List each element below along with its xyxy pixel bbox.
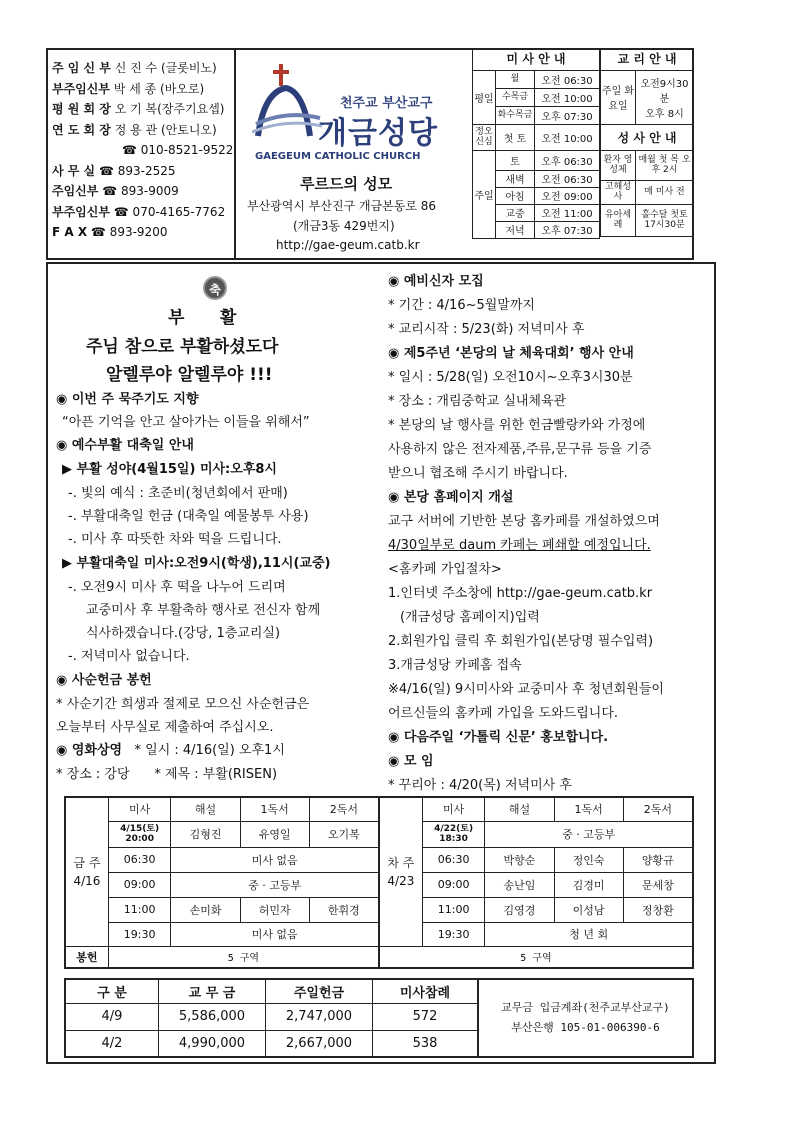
address-line2: (개금3동 429번지)	[293, 219, 395, 233]
prayer-title: ◉ 이번 주 묵주기도 지향	[56, 392, 199, 407]
movie-row-2: * 장소 : 강당 * 제목 : 부활(RISEN)	[56, 767, 278, 782]
easter-badge: 축	[203, 276, 227, 300]
easter-info-title: ◉ 예수부활 대축일 안내	[56, 438, 194, 453]
finance-table: 구 분 교 무 금 주일헌금 미사참례 교무금 입금계좌(천주교부산교구) 부산은행 105-01-006390-6 4/9 5,586,000 2,747,000 572 4/2 4,990,000 2,667,000 538	[64, 978, 694, 1058]
right-column: ◉ 예비신자 모집 * 기간 : 4/16~5월말까지 * 교리시작 : 5/23(화) 저녁미사 후 ◉ 제5주년 ‘본당의 날 체육대회’ 행사 안내 * 일시 : 5/28(일) 오전10시~오후3시30분 * 장소 : 개림중학교 실내체육관 * 본당의 날 행사를 위한 헌금빨랑카와 가정에 사용하지 않은 전자제품,주류,문구류 등을 기증 받으니 협조해 주시기 바랍니다. ◉ 본당 홈페이지 개설 교구 서버에 기반한 본당 홈카페를 개설하였으며 4/30일부로 daum 카페는 폐쇄할 예정입니다. <홈카페 가입절차> 1.인터넷 주소창에 http://gae-geum.catb.kr (개금성당 홈페이지)입력 2.회원가입 클릭 후 회원가입(본당명 필수입력) 3.개금성당 카페홈 접속 ※4/16(일) 9시미사와 교중미사 후 청년회원들이 어르신들의 홈카페 가입을 도와드립니다. ◉ 다음주일 ‘가톨릭 신문’ 홍보합니다. ◉ 모 임 * 꾸리아 : 4/20(목) 저녁미사 후	[388, 270, 710, 798]
headline-2: 알렐루야 알렐루야 !!!	[106, 365, 273, 385]
contact-row: 주 임 신 부 신 진 수 (글롯비노)	[52, 61, 217, 75]
meeting-title: ◉ 모 임	[388, 754, 434, 769]
table-row: 4/15(토) 20:00 김형진 유영일 오기복 4/22(토) 18:30 중 · 고등부	[65, 821, 693, 847]
headline-1: 주님 참으로 부활하셨도다	[86, 337, 279, 357]
mass-table: 미 사 안 내 평일 월 오전 06:30 수목금 오전 10:00 화수목금 오후 07:30 정오 신심 첫 토 오전 10:00 주일 토 오후 06:30 새벽 오전 06:30 아침 오전 09:00 교중 오전 11:00 저녁 오후 07:30	[472, 48, 600, 239]
contact-row: 평 원 회 장 오 기 복(장주기요셉)	[52, 102, 225, 116]
diocese-name: 천주교 부산교구	[340, 96, 433, 111]
this-week-label: 금 주 4/16	[65, 797, 108, 946]
table-row: 4/9 5,586,000 2,747,000 572	[65, 1003, 693, 1030]
schedule-table: 금 주 4/16 미사 해설 1독서 2독서 차 주 4/23 미사 해설 1독서 2독서 4/15(토) 20:00 김형진 유영일 오기복 4/22(토) 18:30 중 · 고등부 06:30 미사 없음 06:30 박향순 정인숙 양황규 09:00 중 · 고등부 09:00 송난임 김경미 문세창 11:00 손미화 허민자 한휘경 11:00 김영경 이성남 정창환 19:30 미사 없음 19:30 청 년 회 봉헌 5 구역 5 구역	[64, 796, 694, 969]
contact-row: ☎ 010-8521-9522	[122, 143, 234, 157]
lent-title: ◉ 사순헌금 봉헌	[56, 673, 152, 688]
prayer-text: “아픈 기억을 안고 살아가는 이들을 위해서”	[62, 415, 310, 430]
header-divider-left	[234, 48, 236, 260]
sacrament-title: 성 사 안 내	[601, 124, 694, 150]
table-row: 11:00 손미화 허민자 한휘경 11:00 김영경 이성남 정창환	[65, 897, 693, 922]
contact-row: 사 무 실 ☎ 893-2525	[52, 163, 176, 178]
contact-row: 부주임신부 박 세 종 (바오로)	[52, 81, 205, 96]
mass-title: 미 사 안 내	[473, 48, 600, 70]
address-line1: 부산광역시 부산진구 개금본동로 86	[247, 199, 437, 213]
contact-row: 주임신부 ☎ 893-9009	[52, 184, 179, 198]
catechumen-title: ◉ 예비신자 모집	[388, 274, 484, 289]
homepage-link[interactable]: http://gae-geum.catb.kr	[276, 238, 420, 252]
contact-row: 연 도 회 장 정 용 관 (안토니오)	[52, 122, 217, 137]
weekly-title: 루르드의 성모	[300, 175, 393, 193]
table-row: 09:00 중 · 고등부 09:00 송난임 김경미 문세창	[65, 872, 693, 897]
catechism-title: 교 리 안 내	[601, 48, 694, 70]
bonghun-row: 봉헌 5 구역 5 구역	[65, 946, 693, 968]
contact-row: F A X ☎ 893-9200	[52, 225, 168, 239]
homepage-title: ◉ 본당 홈페이지 개설	[388, 490, 514, 505]
contact-row: 부주임신부 ☎ 070-4165-7762	[52, 204, 226, 219]
church-name: 개금성당	[318, 116, 438, 151]
church-logo	[252, 62, 322, 142]
table-row: 19:30 미사 없음 19:30 청 년 회	[65, 922, 693, 946]
left-column: ◉ 이번 주 묵주기도 지향 “아픈 기억을 안고 살아가는 이들을 위해서” ◉ 예수부활 대축일 안내 ▶ 부활 성야(4월15일) 미사:오후8시 -. 빛의 예식 : 초준비(청년회에서 판매) -. 부활대축일 헌금 (대축일 예물봉투 사용) -. 미사 후 따뜻한 차와 떡을 드립니다. ▶ 부활대축일 미사:오전9시(학생),11시(교중) -. 오전9시 미사 후 떡을 나누어 드리며 교중미사 후 부활축하 행사로 전신자 함께 식사하겠습니다.(강당, 1층교리실) -. 저녁미사 없습니다. ◉ 사순헌금 봉헌 * 사순기간 희생과 절제로 모으신 사순헌금은 오늘부터 사무실로 제출하여 주십시오. ◉ 영화상영 * 일시 : 4/16(일) 오후1시 * 장소 : 강당 * 제목 : 부활(RISEN)	[56, 388, 382, 786]
movie-row: ◉ 영화상영 * 일시 : 4/16(일) 오후1시	[56, 743, 285, 758]
contact-list	[52, 58, 232, 243]
next-week-label: 차 주 4/23	[379, 797, 422, 946]
church-name-en: GAEGEUM CATHOLIC CHURCH	[255, 151, 421, 162]
account-info: 교무금 입금계좌(천주교부산교구) 부산은행 105-01-006390-6	[478, 979, 693, 1057]
sports-title: ◉ 제5주년 ‘본당의 날 체육대회’ 행사 안내	[388, 346, 634, 361]
table-row: 06:30 미사 없음 06:30 박향순 정인숙 양황규	[65, 847, 693, 872]
info-table: 교 리 안 내 주일 화요일 오전9시30분 오후 8시 성 사 안 내 환자 영성체 매월 첫 목 오후 2시 고해성사 매 미사 전 유아세례 홀수달 첫토 17시30분	[600, 48, 694, 237]
table-row: 4/2 4,990,000 2,667,000 538	[65, 1030, 693, 1057]
newspaper-notice: ◉ 다음주일 ‘가톨릭 신문’ 홍보합니다.	[388, 730, 609, 745]
easter-title: 부 활	[168, 308, 237, 328]
